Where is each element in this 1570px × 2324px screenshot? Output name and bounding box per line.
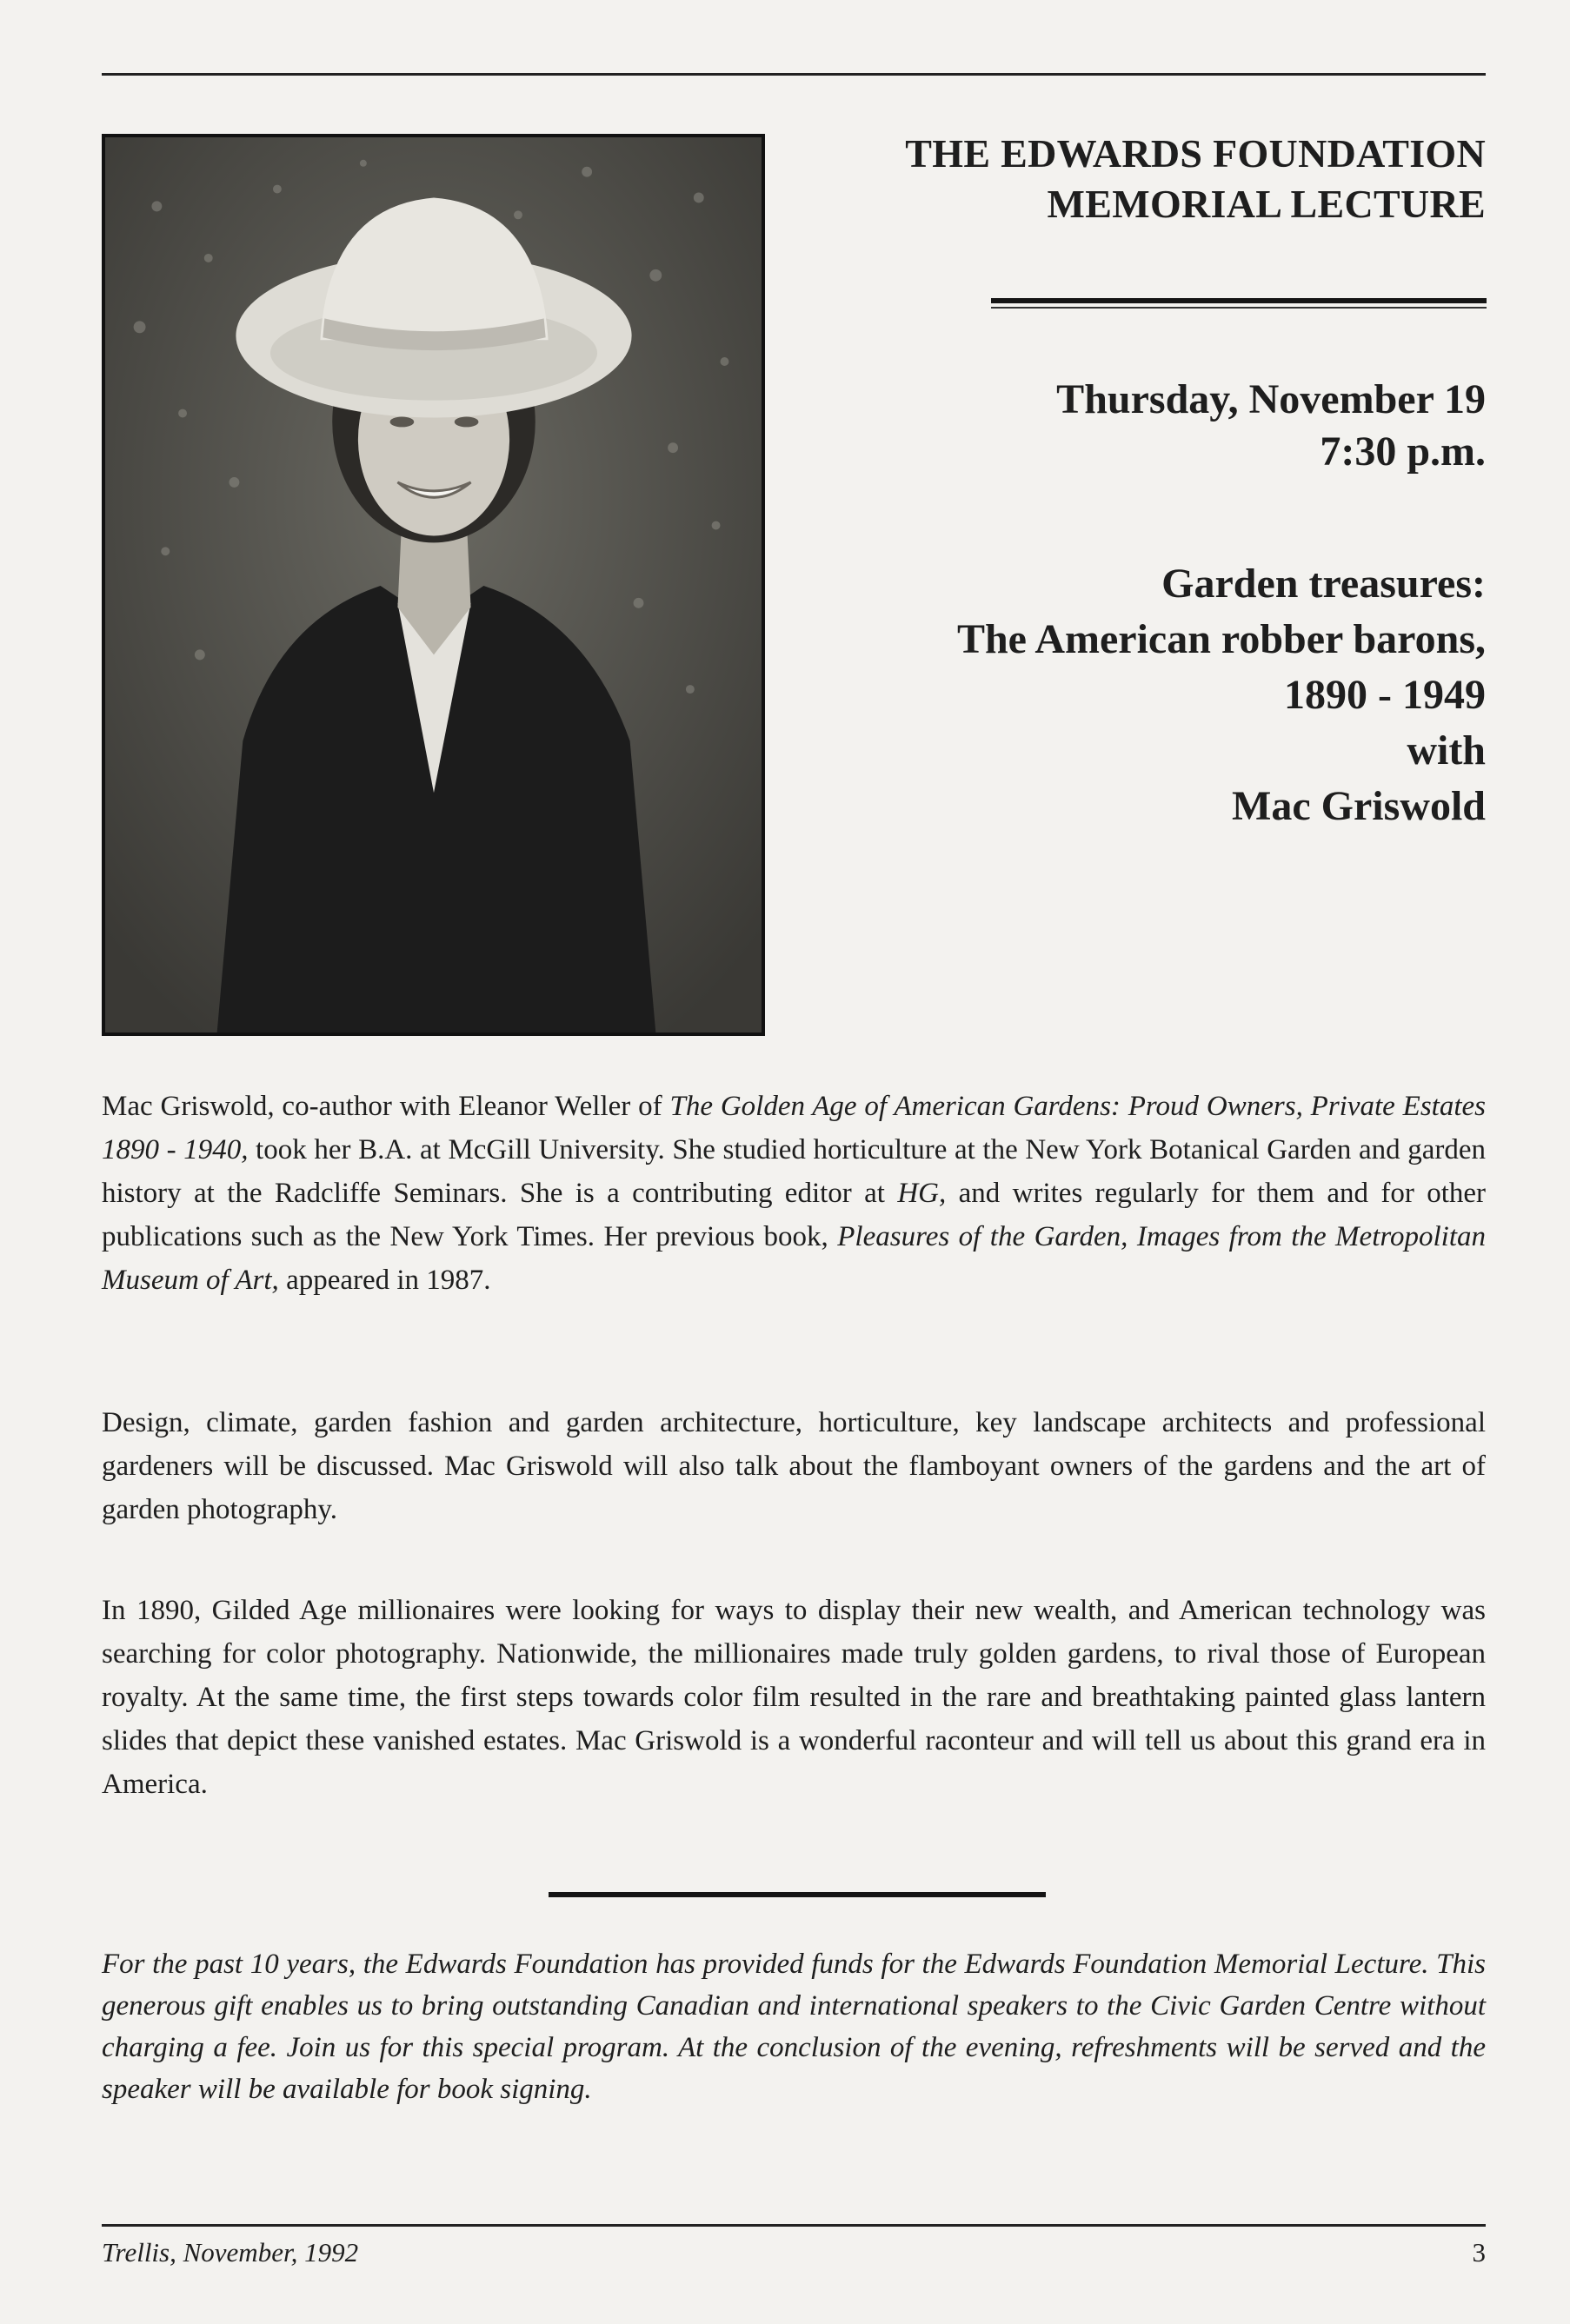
section-divider	[549, 1892, 1046, 1897]
event-date: Thursday, November 19	[1056, 376, 1486, 422]
event-time: 7:30 p.m.	[1320, 428, 1486, 475]
history-paragraph: In 1890, Gilded Age millionaires were looking for ways to display their new wealth, and American technology was searching for color photography. Nationwide, the millionaires made truly golden gardens, to rival those of European royalty. At the same time, the first steps towards color film resulted in the rare and breathtaking painted glass lantern slides that depict these vanished estates. Mac Griswold is a wonderful raconteur and will tell us about this grand era in America.	[102, 1595, 1486, 1800]
talk-line-1: Garden treasures:	[1161, 561, 1486, 607]
title-line-1: THE EDWARDS FOUNDATION	[905, 131, 1486, 176]
book-title-1: The Golden Age of American Gardens: Proud Owners, Private Estates 1890 - 1940,	[102, 1091, 1486, 1165]
top-rule	[102, 73, 1486, 76]
page-number: 3	[1472, 2237, 1486, 2268]
speaker-name: Mac Griswold	[1232, 783, 1486, 829]
bio-text-3: and writes regularly for them and for other publications such as the New York Times. Her previous book,	[102, 1178, 1487, 1252]
bio-paragraph	[102, 1085, 1486, 1302]
topics-paragraph: Design, climate, garden fashion and garden architecture, horticulture, key landscape architects and professional gardeners will be discussed. Mac Griswold will also talk about the flamboyant owners of the gardens and the art of garden photography.	[102, 1407, 1486, 1525]
talk-line-2: The American robber barons,	[956, 616, 1486, 662]
lecture-title	[773, 129, 1486, 229]
talk-line-4: with	[1407, 727, 1486, 774]
portrait-image	[105, 137, 762, 1033]
speaker-photo	[102, 134, 765, 1036]
foundation-note: For the past 10 years, the Edwards Foundation has provided funds for the Edwards Foundation Memorial Lecture. This generous gift enables us to bring outstanding Canadian and international speakers to the Civic Garden Centre without charging a fee. Join us for this special program. At the conclusion of the evening, refreshments will be served and the speaker will be available for book signing.	[102, 1949, 1486, 2105]
talk-title	[703, 556, 1486, 834]
title-divider	[991, 298, 1487, 305]
title-line-2: MEMORIAL LECTURE	[1047, 182, 1486, 226]
magazine-title: HG,	[897, 1178, 947, 1209]
publication-credit: Trellis, November, 1992	[102, 2237, 359, 2268]
bio-text-4: appeared in 1987.	[278, 1265, 491, 1296]
footer-rule	[102, 2224, 1486, 2227]
event-datetime	[773, 374, 1486, 478]
bio-text-1: Mac Griswold, co-author with Eleanor Weller of	[102, 1091, 670, 1122]
book-title-2: Pleasures of the Garden, Images from the Metropolitan Museum of Art,	[102, 1221, 1486, 1296]
talk-line-3: 1890 - 1949	[1284, 672, 1486, 718]
bio-text-2: took her B.A. at McGill University. She studied horticulture at the New York Botanical Garden and garden history at the Radcliffe Seminars. She is a contributing editor at	[102, 1134, 1486, 1209]
